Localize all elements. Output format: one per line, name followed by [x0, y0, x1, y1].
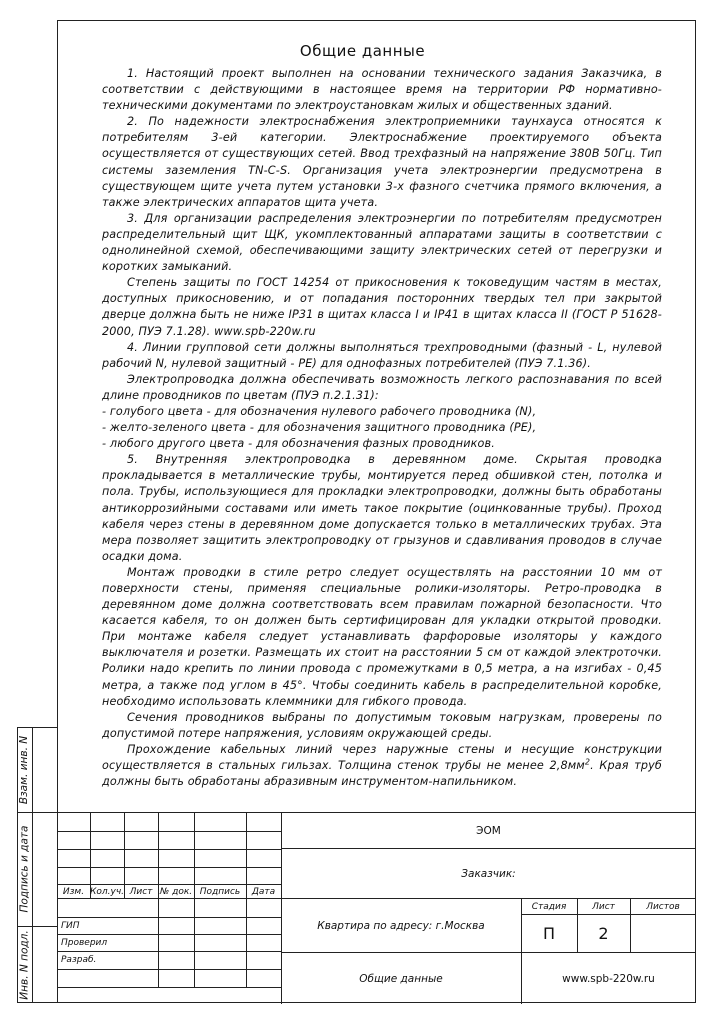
- stage-value: П: [542, 924, 556, 943]
- title-block: [57, 812, 696, 1003]
- paragraph: Сечения проводников выбраны по допустимым токовым нагрузкам, проверены по допустимой потере напряжения, условиям окружающей среды.: [102, 710, 662, 740]
- list-item: - любого другого цвета - для обозначения фазных проводников.: [102, 437, 495, 451]
- col-header-kol: Кол.уч.: [90, 887, 125, 897]
- sheet-value: 2: [598, 924, 609, 943]
- sheets-value: [630, 915, 696, 952]
- paragraph: Прохождение кабельных линий через наружные стены и несущие конструкции осуществляется в стальных гильзах. Толщина стенок трубы не менее $2,8мм^2$. Края труб должны быть обработаны абразивным инструментом-напильником.: [102, 742, 662, 789]
- list-item: - голубого цвета - для обозначения нулевого рабочего проводника (N),: [102, 404, 537, 418]
- website: www.spb-220w.ru: [562, 972, 655, 985]
- object-address: Квартира по адресу: г.Москва: [317, 919, 485, 932]
- customer-label: Заказчик:: [461, 867, 516, 880]
- strip-inv: Инв. N подл.: [18, 929, 31, 1000]
- paragraph: Монтаж проводки в стиле ретро следует осуществлять на расстоянии 10 мм от поверхности стены, применяя специальные ролики-изоляторы. Ретро-проводка в деревянном доме должна соответствовать всем правилам пожарной безопасности. Что касается кабеля, то он должен быть сертифицирован для укладки открытой проводки. При монтаже кабеля следует устанавливать фарфоровые изоляторы у каждого выключателя и розетки. Размещать их стоит на расстоянии 5 см от каждой электроточки. Ролики надо крепить по линии провода с промежутками в 0,5 метра, а на изгибах - 0,45 метра, а также под углом в 45°. Чтобы соединить кабель в распределительной коробке, необходимо использовать клеммники для гибкого провода.: [102, 565, 662, 708]
- col-header-doc: № док.: [159, 887, 193, 897]
- role-checked: Проверил: [61, 937, 108, 948]
- col-header-date: Дата: [251, 887, 276, 897]
- list-item: - желто-зеленого цвета - для обозначения защитного проводника (PE),: [102, 421, 537, 435]
- strip-podpis: Подпись и дата: [18, 825, 31, 913]
- paragraph: 1. Настоящий проект выполнен на основании технического задания Заказчика, в соответствии с действующими в настоящее время на территории РФ нормативно-техническими документами по электроустановкам жилых и общественных зданий.: [102, 67, 662, 113]
- sheet-header: Лист: [592, 901, 615, 912]
- col-header-podpis: Подпись: [199, 887, 241, 897]
- paragraph: 3. Для организации распределения электроэнергии по потребителям предусмотрен распределительный щит ЩК, укомплектованный аппаратами защиты в соответствии с однолинейной схемой, обеспечивающими защиту электрических сетей от перегрузки и коротких замыканий.: [102, 211, 662, 274]
- paragraph: 4. Линии групповой сети должны выполняться трехпроводными (фазный - L, нулевой рабочий N, нулевой защитный - PE) для однофазных потребителей (ПУЭ 7.1.36).: [102, 340, 662, 370]
- doc-code: ЭОМ: [476, 824, 501, 837]
- role-gip: ГИП: [61, 920, 80, 931]
- paragraph: 5. Внутренняя электропроводка в деревянном доме. Скрытая проводка прокладывается в металлические трубы, монтируется перед обшивкой стен, потолка и пола. Трубы, использующиеся для прокладки электропроводки, должны быть обработаны антикоррозийными составами или иметь такое покрытие (оцинкованные трубы). Проход кабеля через стены в деревянном доме допускается только в металлических трубах. Эта мера позволяет защитить электропроводку от грызунов и сдавливания проводов в случае осадки дома.: [102, 453, 662, 563]
- stage-header: Стадия: [531, 901, 567, 912]
- col-header-izm: Изм.: [62, 887, 85, 897]
- paragraph: Степень защиты по ГОСТ 14254 от прикосновения к токоведущим частям в местах, доступных прикосновению, и от попадания посторонних твердых тел при закрытой дверце должна быть не ниже IP31 в щитах класса I и IP41 в щитах класса II (ГОСТ Р 51628-2000, ПУЭ 7.1.28). www.spb-220w.ru: [102, 276, 662, 338]
- paragraph: 2. По надежности электроснабжения электроприемники таунхауса относятся к потребителям 3-ей категории. Электроснабжение проектируемого объекта осуществляется от существующих сетей. Ввод трехфазный на напряжение 380В 50Гц. Тип системы заземления TN-C-S. Организация учета электроэнергии предусмотрена в существующем щите учета путем установки 3-х фазного счетчика прямого включения, а также электрических аппаратов щита учета.: [102, 115, 662, 209]
- sheets-header: Листов: [646, 901, 680, 912]
- doc-title: Общие данные: [359, 972, 443, 985]
- role-developer: Разраб.: [61, 955, 97, 965]
- col-header-list: Лист: [129, 887, 153, 897]
- paragraph: Электропроводка должна обеспечивать возможность легкого распознавания по всей длине проводников по цветам (ПУЭ п.2.1.31):: [102, 372, 662, 402]
- page-title: Общие данные: [299, 42, 426, 60]
- strip-vzam: Взам. инв. N: [18, 735, 31, 804]
- document-body: [102, 66, 662, 790]
